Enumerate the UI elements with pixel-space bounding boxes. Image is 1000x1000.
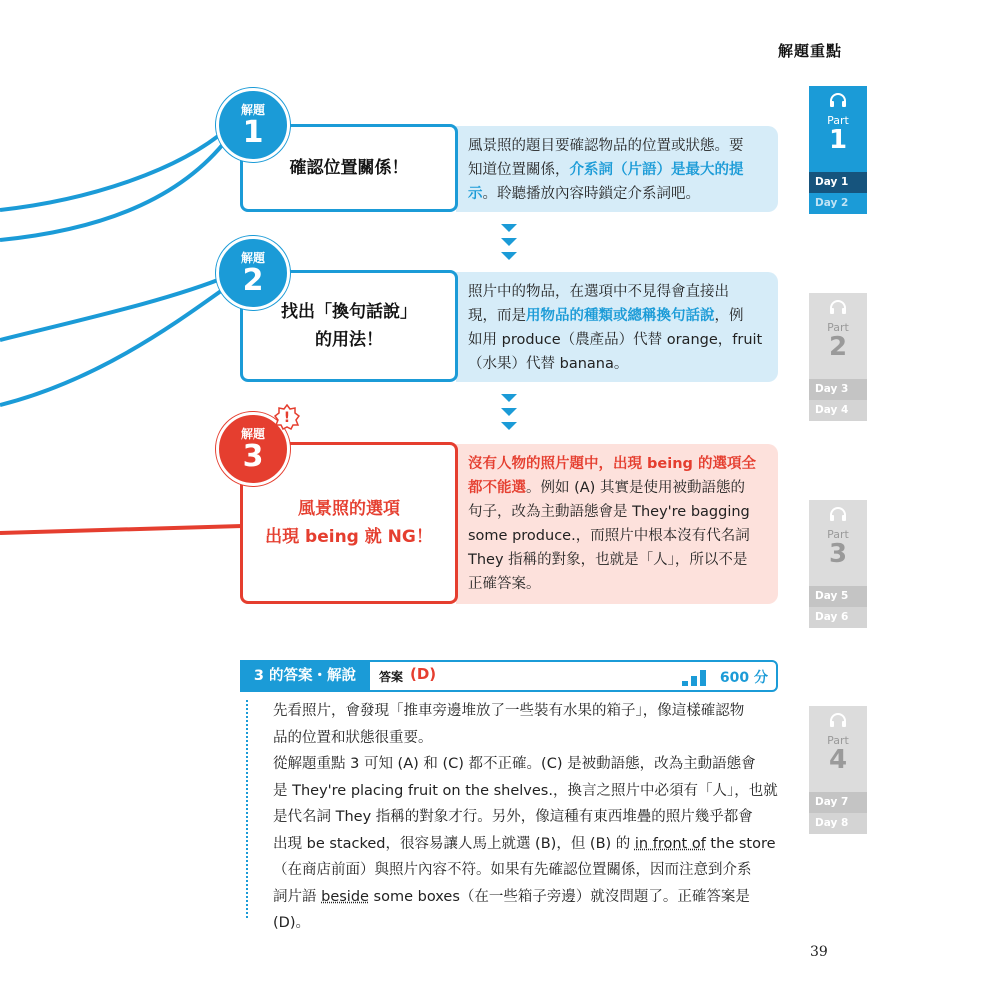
answer-title: 3 的答案・解說 xyxy=(240,660,370,692)
headphones-icon xyxy=(828,299,848,315)
explanation-line: 從解題重點 3 可知 (A) 和 (C) 都不正確。(C) 是被動語態，改為主動語態會 xyxy=(273,756,756,772)
headphones-icon xyxy=(828,92,848,108)
tab-part-label: Part xyxy=(827,734,849,747)
step2-circle xyxy=(216,236,290,310)
explanation-text xyxy=(273,698,781,937)
explanation-line: 詞片語 beside some boxes（在一些箱子旁邊）就沒問題了。正確答案是 xyxy=(273,888,750,905)
alert-icon xyxy=(274,404,300,430)
step2-line: （水果）代替 banana。 xyxy=(468,356,629,372)
tab-day-8[interactable]: Day 8 xyxy=(809,813,867,834)
page-number: 39 xyxy=(810,944,828,960)
step2-circle-label: 解題 xyxy=(240,251,265,265)
tab-part-number: 3 xyxy=(828,539,848,569)
tab-day-6[interactable]: Day 6 xyxy=(809,607,867,628)
step2-line: 如用 produce（農產品）代替 orange，fruit xyxy=(468,332,763,348)
tab-part-label: Part xyxy=(827,321,849,334)
answer-label: 答案 xyxy=(379,670,404,684)
step3-line: 句子，改為主動語態會是 They're bagging xyxy=(468,504,750,520)
tab-part-number: 2 xyxy=(828,332,848,362)
step3-line: 正確答案。 xyxy=(468,576,541,592)
headphones-icon xyxy=(828,506,848,522)
section-title: 解題重點 xyxy=(777,42,842,60)
step1-explanation xyxy=(456,126,778,212)
difficulty-signal-icon xyxy=(682,670,708,686)
tab-day-3[interactable]: Day 3 xyxy=(809,379,867,400)
step1-heading: 確認位置關係！ xyxy=(289,158,409,178)
explanation-line: 先看照片，會發現「推車旁邊堆放了一些裝有水果的箱子」，像這樣確認物 xyxy=(273,703,745,719)
step2-heading-line1: 找出「換句話說」 xyxy=(281,302,417,322)
explanation-line: （在商店前面）與照片內容不符。如果有先確認位置關係，因而注意到介系 xyxy=(273,862,752,878)
answer-value: (D) xyxy=(410,665,437,683)
step1-line: 示。聆聽播放內容時鎖定介系詞吧。 xyxy=(468,186,700,202)
tab-part-4-head xyxy=(809,706,867,792)
step1-line: 風景照的題目要確認物品的位置或狀態。要 xyxy=(468,138,744,154)
tab-day-4[interactable]: Day 4 xyxy=(809,400,867,421)
step3-line: 都不能選。例如 (A) 其實是使用被動語態的 xyxy=(468,480,745,496)
connector-lines xyxy=(0,0,260,620)
down-arrows-icon xyxy=(499,392,519,434)
step1-circle xyxy=(216,88,290,162)
headphones-icon xyxy=(828,712,848,728)
step3-explanation xyxy=(456,444,778,604)
step3-line: some produce.，而照片中根本沒有代名詞 xyxy=(468,528,750,544)
tab-day-7[interactable]: Day 7 xyxy=(809,792,867,813)
tab-day-5[interactable]: Day 5 xyxy=(809,586,867,607)
tab-part-number: 1 xyxy=(828,125,848,155)
step3-heading-line2: 出現 being 就 NG！ xyxy=(265,527,433,547)
tab-part-label: Part xyxy=(827,114,849,127)
tab-part-1-head xyxy=(809,86,867,172)
step1-circle-number: 1 xyxy=(242,115,264,150)
tab-day-1[interactable]: Day 1 xyxy=(809,172,867,193)
explanation-line: (D)。 xyxy=(273,915,310,931)
step1-circle-label: 解題 xyxy=(240,103,265,117)
tab-part-2-head xyxy=(809,293,867,379)
step2-line: 照片中的物品，在選項中不見得會直接出 xyxy=(468,284,729,300)
tab-part-3[interactable] xyxy=(809,500,867,628)
explanation-line: 是 They're placing fruit on the shelves.，換言之照片中必須有「人」，也就 xyxy=(273,782,778,799)
step3-line: They 指稱的對象，也就是「人」，所以不是 xyxy=(468,552,748,568)
step3-circle-number: 3 xyxy=(242,439,264,474)
step3-heading-line1: 風景照的選項 xyxy=(298,499,400,519)
explanation-line: 出現 be stacked，很容易讓人馬上就選 (B)，但 (B) 的 in front of the store xyxy=(273,835,776,852)
step2-circle-number: 2 xyxy=(242,263,264,298)
explanation-line: 是代名詞 They 指稱的對象才行。另外，像這種有東西堆疊的照片幾乎都會 xyxy=(273,809,753,825)
step3-line: 沒有人物的照片題中，出現 being 的選項全 xyxy=(468,456,756,472)
tab-part-4[interactable] xyxy=(809,706,867,834)
down-arrows-icon xyxy=(499,222,519,264)
answer-bar xyxy=(240,660,778,692)
tab-day-2[interactable]: Day 2 xyxy=(809,193,867,214)
score-label: 600 分 xyxy=(719,670,768,686)
step3-circle-label: 解題 xyxy=(240,427,265,441)
tab-part-number: 4 xyxy=(828,745,848,775)
tab-part-label: Part xyxy=(827,528,849,541)
explanation-line: 品的位置和狀態很重要。 xyxy=(273,729,433,746)
tab-part-2[interactable] xyxy=(809,293,867,421)
step2-explanation xyxy=(456,272,778,382)
tab-part-1[interactable] xyxy=(809,86,867,214)
divider xyxy=(246,700,248,918)
alert-icon-text: ! xyxy=(283,410,291,426)
tab-part-3-head xyxy=(809,500,867,586)
step1-line: 知道位置關係，介系詞（片語）是最大的提 xyxy=(468,162,744,178)
step2-heading-line2: 的用法！ xyxy=(315,330,383,350)
step2-line: 現，而是用物品的種類或總稱換句話說，例 xyxy=(468,308,744,324)
